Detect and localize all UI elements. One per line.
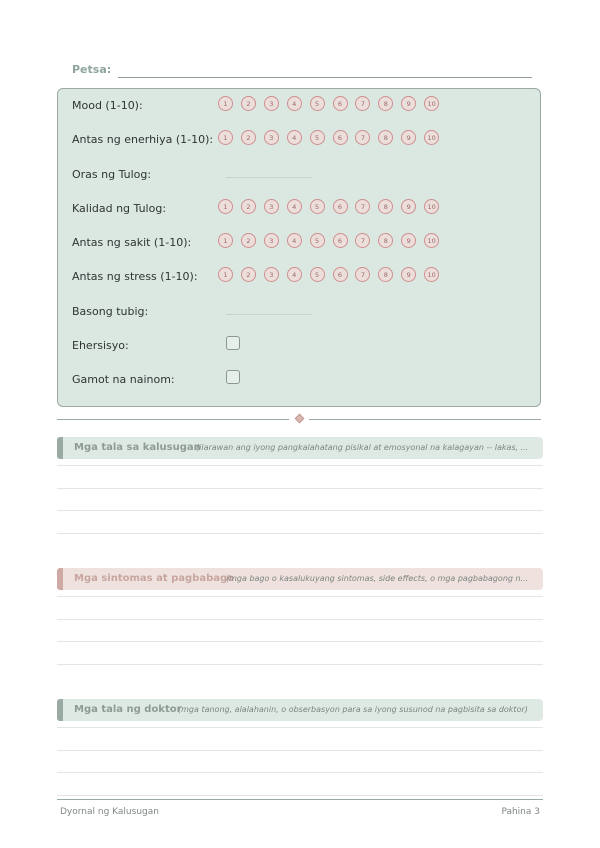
rating-circle[interactable]: 1 xyxy=(218,130,233,145)
tracker-row xyxy=(72,130,532,150)
tracker-row-label: Antas ng stress (1-10): xyxy=(72,270,198,283)
section-hint: (ilarawan ang iyong pangkalahatang pisikal at emosyonal na kalagayan -- lakas, ... xyxy=(196,443,529,452)
rating-circle[interactable]: 3 xyxy=(264,267,279,282)
rating-circle[interactable]: 4 xyxy=(287,267,302,282)
tracker-row-label: Oras ng Tulog: xyxy=(72,168,152,181)
rating-circle[interactable]: 4 xyxy=(287,233,302,248)
section-hint: (mga tanong, alalahanin, o obserbasyon para sa iyong susunod na pagbisita sa doktor) xyxy=(178,705,528,714)
rating-circle[interactable]: 5 xyxy=(310,233,325,248)
rating-circle[interactable]: 2 xyxy=(241,130,256,145)
checkbox[interactable] xyxy=(226,336,240,350)
rating-circle[interactable]: 2 xyxy=(241,233,256,248)
section-title: Mga tala ng doktor xyxy=(74,704,182,715)
section-header xyxy=(57,568,543,590)
rating-circle[interactable]: 1 xyxy=(218,199,233,214)
rating-circle[interactable]: 5 xyxy=(310,130,325,145)
rating-circle[interactable]: 6 xyxy=(333,130,348,145)
rating-circle[interactable]: 7 xyxy=(355,267,370,282)
rating-circle[interactable]: 2 xyxy=(241,267,256,282)
rating-circle[interactable]: 7 xyxy=(355,233,370,248)
rating-circle[interactable]: 3 xyxy=(264,199,279,214)
section-accent-bar xyxy=(57,437,63,459)
writing-line[interactable] xyxy=(57,465,543,466)
rating-circle[interactable]: 6 xyxy=(333,267,348,282)
date-input-line[interactable] xyxy=(118,77,532,78)
tracker-row-label: Ehersisyo: xyxy=(72,339,129,352)
writing-line[interactable] xyxy=(57,596,543,597)
rating-circle[interactable]: 3 xyxy=(264,233,279,248)
tracker-row-label: Kalidad ng Tulog: xyxy=(72,202,167,215)
tracker-row-label: Mood (1-10): xyxy=(72,99,143,112)
tracker-row xyxy=(72,233,532,253)
section-accent-bar xyxy=(57,699,63,721)
rating-circle[interactable]: 8 xyxy=(378,130,393,145)
checkbox[interactable] xyxy=(226,370,240,384)
tracker-row-label: Gamot na nainom: xyxy=(72,373,175,386)
rating-circle[interactable]: 7 xyxy=(355,96,370,111)
write-in-field[interactable] xyxy=(226,177,312,178)
rating-circle[interactable]: 10 xyxy=(424,96,439,111)
rating-circle[interactable]: 3 xyxy=(264,96,279,111)
rating-circle[interactable]: 8 xyxy=(378,96,393,111)
page-number: Pahina 3 xyxy=(501,807,540,817)
rating-circle[interactable]: 1 xyxy=(218,233,233,248)
writing-line[interactable] xyxy=(57,510,543,511)
writing-line[interactable] xyxy=(57,664,543,665)
rating-circle[interactable]: 7 xyxy=(355,130,370,145)
rating-circle[interactable]: 10 xyxy=(424,267,439,282)
tracker-row xyxy=(72,199,532,219)
rating-circle[interactable]: 10 xyxy=(424,233,439,248)
writing-line[interactable] xyxy=(57,772,543,773)
writing-line[interactable] xyxy=(57,641,543,642)
rating-circle[interactable]: 9 xyxy=(401,130,416,145)
rating-circle[interactable]: 10 xyxy=(424,199,439,214)
tracker-row xyxy=(72,370,532,390)
writing-line[interactable] xyxy=(57,795,543,796)
section-accent-bar xyxy=(57,568,63,590)
rating-circle[interactable]: 1 xyxy=(218,267,233,282)
writing-line[interactable] xyxy=(57,533,543,534)
daily-tracker-panel xyxy=(57,88,541,407)
rating-circle[interactable]: 8 xyxy=(378,267,393,282)
tracker-row-label: Antas ng enerhiya (1-10): xyxy=(72,133,214,146)
rating-circle[interactable]: 4 xyxy=(287,199,302,214)
rating-circle[interactable]: 9 xyxy=(401,199,416,214)
rating-circle[interactable]: 9 xyxy=(401,267,416,282)
date-field[interactable] xyxy=(72,62,532,80)
rating-circle[interactable]: 4 xyxy=(287,130,302,145)
rating-circle[interactable]: 6 xyxy=(333,199,348,214)
writing-line[interactable] xyxy=(57,727,543,728)
rating-circle[interactable]: 2 xyxy=(241,199,256,214)
rating-circle[interactable]: 1 xyxy=(218,96,233,111)
rating-circle[interactable]: 9 xyxy=(401,233,416,248)
section-title: Mga sintomas at pagbabago xyxy=(74,573,235,584)
rating-circle[interactable]: 6 xyxy=(333,96,348,111)
rating-circle[interactable]: 3 xyxy=(264,130,279,145)
section-header xyxy=(57,437,543,459)
rating-circle[interactable]: 5 xyxy=(310,267,325,282)
writing-line[interactable] xyxy=(57,619,543,620)
date-label: Petsa: xyxy=(72,63,112,76)
rating-circle[interactable]: 5 xyxy=(310,96,325,111)
rating-circle[interactable]: 4 xyxy=(287,96,302,111)
section-hint: (mga bago o kasalukuyang sintomas, side effects, o mga pagbabagong n... xyxy=(226,574,529,583)
writing-line[interactable] xyxy=(57,750,543,751)
diamond-icon xyxy=(295,414,305,424)
tracker-row xyxy=(72,96,532,116)
rating-circle[interactable]: 6 xyxy=(333,233,348,248)
section-title: Mga tala sa kalusugan xyxy=(74,442,201,453)
writing-line[interactable] xyxy=(57,488,543,489)
tracker-row xyxy=(72,302,532,322)
section-divider xyxy=(57,419,541,420)
rating-circle[interactable]: 7 xyxy=(355,199,370,214)
footer-rule xyxy=(57,799,543,800)
tracker-row-label: Antas ng sakit (1-10): xyxy=(72,236,192,249)
rating-circle[interactable]: 8 xyxy=(378,233,393,248)
footer-journal-title: Dyornal ng Kalusugan xyxy=(60,807,159,817)
rating-circle[interactable]: 2 xyxy=(241,96,256,111)
tracker-row xyxy=(72,336,532,356)
tracker-row-label: Basong tubig: xyxy=(72,305,149,318)
section-header xyxy=(57,699,543,721)
tracker-row xyxy=(72,165,532,185)
rating-circle[interactable]: 10 xyxy=(424,130,439,145)
rating-circle[interactable]: 9 xyxy=(401,96,416,111)
tracker-row xyxy=(72,267,532,287)
write-in-field[interactable] xyxy=(226,314,312,315)
rating-circle[interactable]: 5 xyxy=(310,199,325,214)
rating-circle[interactable]: 8 xyxy=(378,199,393,214)
